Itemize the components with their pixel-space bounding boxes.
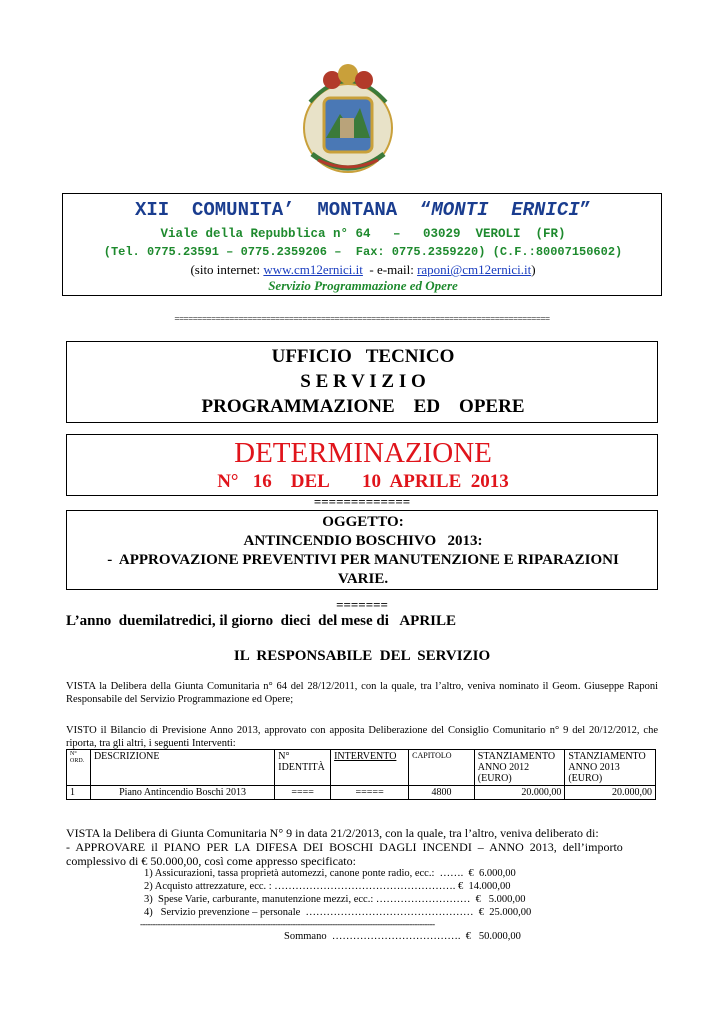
determinazione-number: N° 16 DEL 10 APRILE 2013: [217, 471, 509, 492]
col-identita-header: N° IDENTITÀ: [275, 750, 331, 786]
ufficio-box: [66, 341, 658, 423]
col-intervento-header: INTERVENTO: [331, 750, 409, 786]
oggetto-line-3: VARIE.: [337, 571, 389, 587]
delibera-giunta-paragraph: [66, 826, 658, 868]
list-item: 4) Servizio prevenzione – personale ………………………………………… € 25.000,00: [144, 907, 532, 918]
ufficio-line-3: PROGRAMMAZIONE ED OPERE: [201, 396, 525, 417]
cell-identita: ====: [275, 786, 331, 800]
email-link[interactable]: raponi@cm12ernici.it: [417, 262, 532, 277]
determinazione-box: [66, 434, 658, 496]
col-stanz2013-header: STANZIAMENTO ANNO 2013 (EURO): [565, 750, 656, 786]
header-address: Viale della Repubblica n° 64 – 03029 VEROLI (FR): [160, 227, 566, 241]
col-ord-header: N° ORD.: [67, 750, 91, 786]
ufficio-line-1: UFFICIO TECNICO: [271, 346, 455, 367]
oggetto-line-1: ANTINCENDIO BOSCHIVO 2013:: [243, 533, 483, 549]
cell-stanz2012: 20.000,00: [474, 786, 565, 800]
cell-stanz2013: 20.000,00: [565, 786, 656, 800]
col-stanz2012-header: STANZIAMENTO ANNO 2012 (EURO): [474, 750, 565, 786]
coat-of-arms-icon: [288, 62, 408, 182]
total-line: Sommano ………………………………. € 50.000,00: [284, 931, 521, 942]
website-link[interactable]: www.cm12ernici.it: [263, 262, 363, 277]
responsabile-heading: IL RESPONSABILE DEL SERVIZIO: [233, 648, 491, 664]
table-header-row: [67, 750, 656, 786]
oggetto-box: [66, 510, 658, 590]
header-service: Servizio Programmazione ed Opere: [268, 278, 458, 293]
col-descrizione-header: DESCRIZIONE: [90, 750, 274, 786]
separator-line: ==================================================================================: [174, 314, 550, 324]
determinazione-title: DETERMINAZIONE: [234, 437, 492, 469]
oggetto-line-2: - APPROVAZIONE PREVENTIVI PER MANUTENZIONE E RIPARAZIONI: [107, 552, 619, 568]
cell-capitolo: 4800: [409, 786, 475, 800]
oggetto-label: OGGETTO:: [322, 514, 404, 530]
vista-delibera-paragraph: VISTA la Delibera della Giunta Comunitaria n° 64 del 28/12/2011, con la quale, tra l’altro, veniva nominato il Geom. Giuseppe Raponi Responsabile del Servizio Programmazione ed Opere;: [66, 681, 658, 705]
header-title: XII COMUNITA’ MONTANA “MONTI ERNICI”: [134, 199, 592, 221]
delibera-line-3: complessivo di € 50.000,00, così come appresso specificato:: [66, 854, 356, 868]
header-box: [62, 193, 662, 296]
delibera-line-2: - APPROVARE il PIANO PER LA DIFESA DEI BOSCHI DAGLI INCENDI – ANNO 2013, dell’importo: [66, 840, 623, 854]
interventi-table: [66, 749, 656, 800]
cell-intervento: =====: [331, 786, 409, 800]
list-item: 1) Assicurazioni, tassa proprietà automezzi, canone ponte radio, ecc.: ……. € 6.000,00: [144, 868, 516, 879]
visto-bilancio-paragraph: VISTO il Bilancio di Previsione Anno 2013, approvato con apposita Deliberazione del Consiglio Comunitario n° 9 del 20/12/2012, che riporta, tra gli altri, i seguenti Interventi:: [66, 725, 658, 749]
header-contacts: (Tel. 0775.23591 – 0775.2359206 – Fax: 0775.2359220) (C.F.:80007150602): [103, 245, 623, 259]
dash-separator: ----------------------------------------------------------------------------------------------------------------------: [140, 919, 435, 929]
delibera-line-1: VISTA la Delibera di Giunta Comunitaria N° 9 in data 21/2/2013, con la quale, tra l’altro, veniva deliberato di:: [66, 826, 599, 840]
table-row: [67, 786, 656, 800]
cell-ord: 1: [67, 786, 91, 800]
list-item: 3) Spese Varie, carburante, manutenzione mezzi, ecc.: ……………………… € 5.000,00: [144, 894, 526, 905]
equals-divider-short: =======: [336, 597, 388, 612]
header-web: (sito internet: www.cm12ernici.it - e-mail: raponi@cm12ernici.it): [190, 262, 536, 277]
equals-divider: =============: [313, 494, 411, 509]
ufficio-line-2: S E R V I Z I O: [300, 371, 426, 392]
anno-line: L’anno duemilatredici, il giorno dieci del mese di APRILE: [66, 613, 457, 629]
list-item: 2) Acquisto attrezzature, ecc. : ……………………………………………. € 14.000,00: [144, 881, 511, 892]
cell-descrizione: Piano Antincendio Boschi 2013: [90, 786, 274, 800]
col-capitolo-header: CAPITOLO: [409, 750, 475, 786]
